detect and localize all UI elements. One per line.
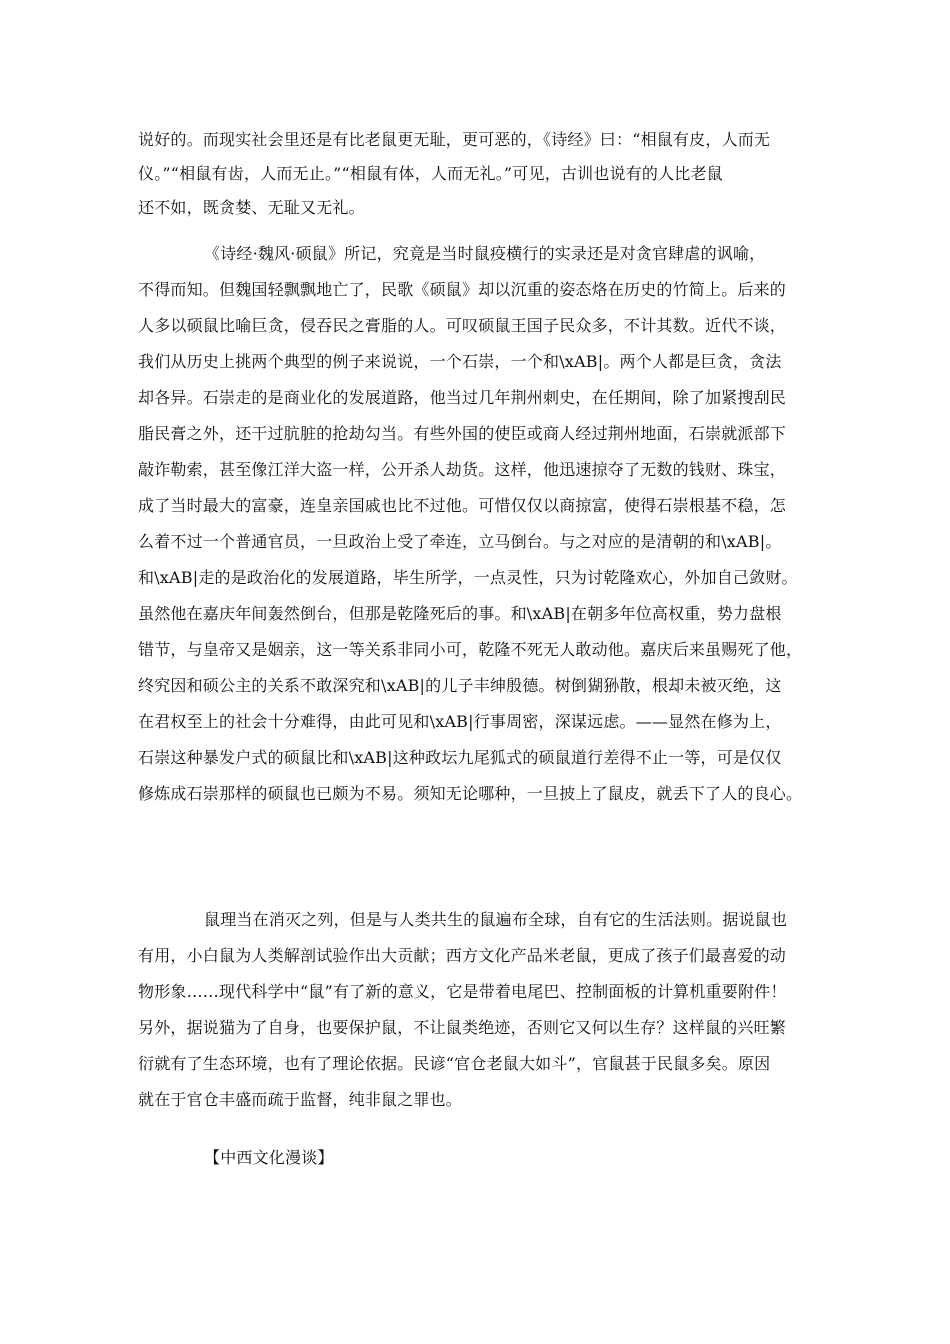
paragraph2-line: 人多以硕鼠比喻巨贪，侵吞民之膏脂的人。可叹硕鼠王国子民众多，不计其数。近代不谈， bbox=[138, 316, 787, 335]
paragraph2-line: 错节，与皇帝又是姻亲，这一等关系非同小可，乾隆不死无人敢动他。嘉庆后来虽赐死了他， bbox=[138, 640, 803, 659]
paragraph1-line: 还不如，既贪婪、无耻又无礼。 bbox=[138, 198, 365, 217]
paragraph3-line: 衍就有了生态环境，也有了理论依据。民谚“官仓老鼠大如斗”，官鼠甚于民鼠多矣。原因 bbox=[138, 1054, 771, 1073]
paragraph2-line: 却各异。石崇走的是商业化的发展道路，他当过几年荆州刺史，在任期间，除了加紧搜刮民 bbox=[138, 388, 787, 407]
section-heading: 【中西文化漫谈】 bbox=[204, 1148, 334, 1167]
paragraph1-line: 仪。”“相鼠有齿，人而无止。”“相鼠有体，人而无礼。”可见，古训也说有的人比老鼠 bbox=[138, 164, 723, 183]
paragraph2-line: 在君权至上的社会十分难得，由此可见和\xAB|行事周密，深谋远虑。——显然在修为上， bbox=[138, 712, 782, 731]
paragraph3-line: 有用，小白鼠为人类解剖试验作出大贡献；西方文化产品米老鼠，更成了孩子们最喜爱的动 bbox=[138, 946, 787, 965]
paragraph2-line: 成了当时最大的富豪，连皇亲国戚也比不过他。可惜仅仅以商掠富，使得石崇根基不稳，怎 bbox=[138, 496, 787, 515]
paragraph1-line: 说好的。而现实社会里还是有比老鼠更无耻，更可恶的，《诗经》曰：“相鼠有皮，人而无 bbox=[138, 130, 771, 149]
paragraph3-line: 物形象……现代科学中“鼠”有了新的意义，它是带着电尾巴、控制面板的计算机重要附件！ bbox=[138, 982, 787, 1001]
paragraph2-line: 我们从历史上挑两个典型的例子来说说，一个石崇，一个和\xAB|。两个人都是巨贪，贪法 bbox=[138, 352, 782, 371]
paragraph2-line: 敲诈勒索，甚至像江洋大盗一样，公开杀人劫货。这样，他迅速掠夺了无数的钱财、珠宝， bbox=[138, 460, 787, 479]
paragraph3-line: 另外，据说猫为了自身，也要保护鼠，不让鼠类绝迹，否则它又何以生存？这样鼠的兴旺繁 bbox=[138, 1018, 787, 1037]
paragraph3-line: 就在于官仓丰盛而疏于监督，纯非鼠之罪也。 bbox=[138, 1090, 463, 1109]
paragraph2-line: 不得而知。但魏国轻飘飘地亡了，民歌《硕鼠》却以沉重的姿态烙在历史的竹简上。后来的 bbox=[138, 280, 787, 299]
paragraph2-line: 脂民膏之外，还干过肮脏的抢劫勾当。有些外国的使臣或商人经过荆州地面，石崇就派部下 bbox=[138, 424, 787, 443]
paragraph2-line: 《诗经·魏风·硕鼠》所记，究竟是当时鼠疫横行的实录还是对贪官肆虐的讽喻， bbox=[204, 244, 766, 263]
paragraph2-line: 么着不过一个普通官员，一旦政治上受了牵连，立马倒台。与之对应的是清朝的和\xAB|。 bbox=[138, 532, 782, 551]
paragraph2-line: 虽然他在嘉庆年间轰然倒台，但那是乾隆死后的事。和\xAB|在朝多年位高权重，势力盘根 bbox=[138, 604, 782, 623]
paragraph3-line: 鼠理当在消灭之列，但是与人类共生的鼠遍布全球，自有它的生活法则。据说鼠也 bbox=[204, 910, 788, 929]
paragraph2-line: 终究因和硕公主的关系不敢深究和\xAB|的儿子丰绅殷德。树倒猢狲散，根却未被灭绝，这 bbox=[138, 676, 782, 695]
paragraph2-line: 和\xAB|走的是政治化的发展道路，毕生所学，一点灵性，只为讨乾隆欢心，外加自己敛财。 bbox=[138, 568, 798, 587]
paragraph2-line: 修炼成石崇那样的硕鼠也已颇为不易。须知无论哪种，一旦披上了鼠皮，就丢下了人的良心。 bbox=[138, 784, 803, 803]
paragraph2-line: 石崇这种暴发户式的硕鼠比和\xAB|这种政坛九尾狐式的硕鼠道行差得不止一等，可是仅仅 bbox=[138, 748, 782, 767]
